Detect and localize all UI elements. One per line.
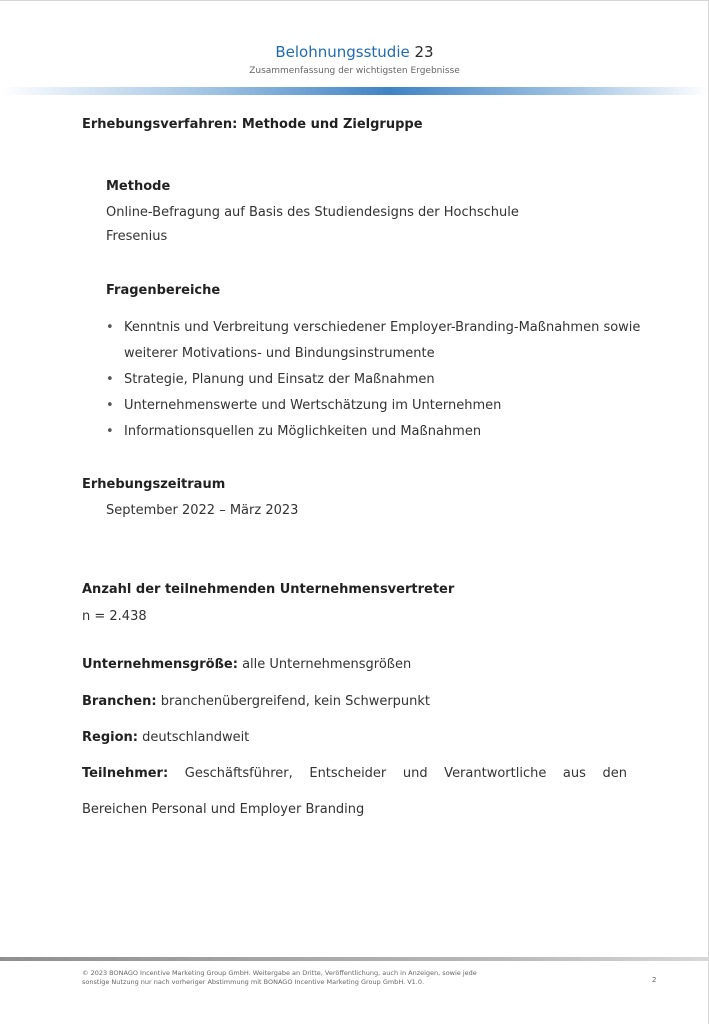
zeitraum-value: September 2022 – März 2023 xyxy=(106,503,299,518)
list-item: • Strategie, Planung und Einsatz der Maßnahmen xyxy=(106,367,666,393)
anzahl-value: n = 2.438 xyxy=(82,609,147,624)
groesse-label: Unternehmensgröße: xyxy=(82,657,238,672)
list-item: • Kenntnis und Verbreitung verschiedener Employer-Branding-Maßnahmen sowie weiterer Motivations- und Bindungsinstrumente xyxy=(106,315,666,367)
footer-copyright-line-1: © 2023 BONAGO Incentive Marketing Group GmbH. Weitergabe an Dritte, Veröffentlichung, auch in Anzeigen, sowie jede xyxy=(82,969,477,977)
methode-text-line-1: Online-Befragung auf Basis des Studiendesigns der Hochschule xyxy=(106,205,519,220)
page-number: 2 xyxy=(652,976,657,984)
teilnehmer-value: Geschäftsführer, Entscheider und Verantwortliche aus den xyxy=(184,766,627,781)
teilnehmer-row xyxy=(82,766,627,781)
footer-copyright-line-2: sonstige Nutzung nur nach vorheriger Abstimmung mit BONAGO Incentive Marketing Group GmbH. V1.0. xyxy=(82,978,425,986)
document-title-text: Belohnungsstudie xyxy=(275,43,410,61)
methode-heading: Methode xyxy=(106,179,171,194)
branchen-value: branchenübergreifend, kein Schwerpunkt xyxy=(160,694,431,709)
teilnehmer-label: Teilnehmer: xyxy=(82,766,169,781)
region-value: deutschlandweit xyxy=(142,730,250,745)
branchen-label: Branchen: xyxy=(82,694,157,709)
groesse-row xyxy=(82,657,411,672)
teilnehmer-value-line-2: Bereichen Personal und Employer Branding xyxy=(82,802,365,817)
anzahl-heading: Anzahl der teilnehmenden Unternehmensvertreter xyxy=(82,582,455,597)
methode-text-line-2: Fresenius xyxy=(106,229,168,244)
list-item: • Informationsquellen zu Möglichkeiten und Maßnahmen xyxy=(106,419,666,445)
document-title xyxy=(0,43,709,61)
fragenbereiche-heading: Fragenbereiche xyxy=(106,283,221,298)
region-row xyxy=(82,730,249,745)
header-divider xyxy=(0,87,709,95)
document-title-number: 23 xyxy=(414,43,434,61)
footer-copyright xyxy=(82,969,622,987)
list-item: • Unternehmenswerte und Wertschätzung im Unternehmen xyxy=(106,393,666,419)
zeitraum-heading: Erhebungszeitraum xyxy=(82,477,226,492)
document-subtitle: Zusammenfassung der wichtigsten Ergebnisse xyxy=(249,66,460,76)
footer-divider xyxy=(0,957,709,961)
section-title: Erhebungsverfahren: Methode und Zielgruppe xyxy=(82,117,423,132)
groesse-value: alle Unternehmensgrößen xyxy=(242,657,412,672)
region-label: Region: xyxy=(82,730,138,745)
branchen-row xyxy=(82,694,430,709)
fragenbereiche-list xyxy=(106,315,666,445)
